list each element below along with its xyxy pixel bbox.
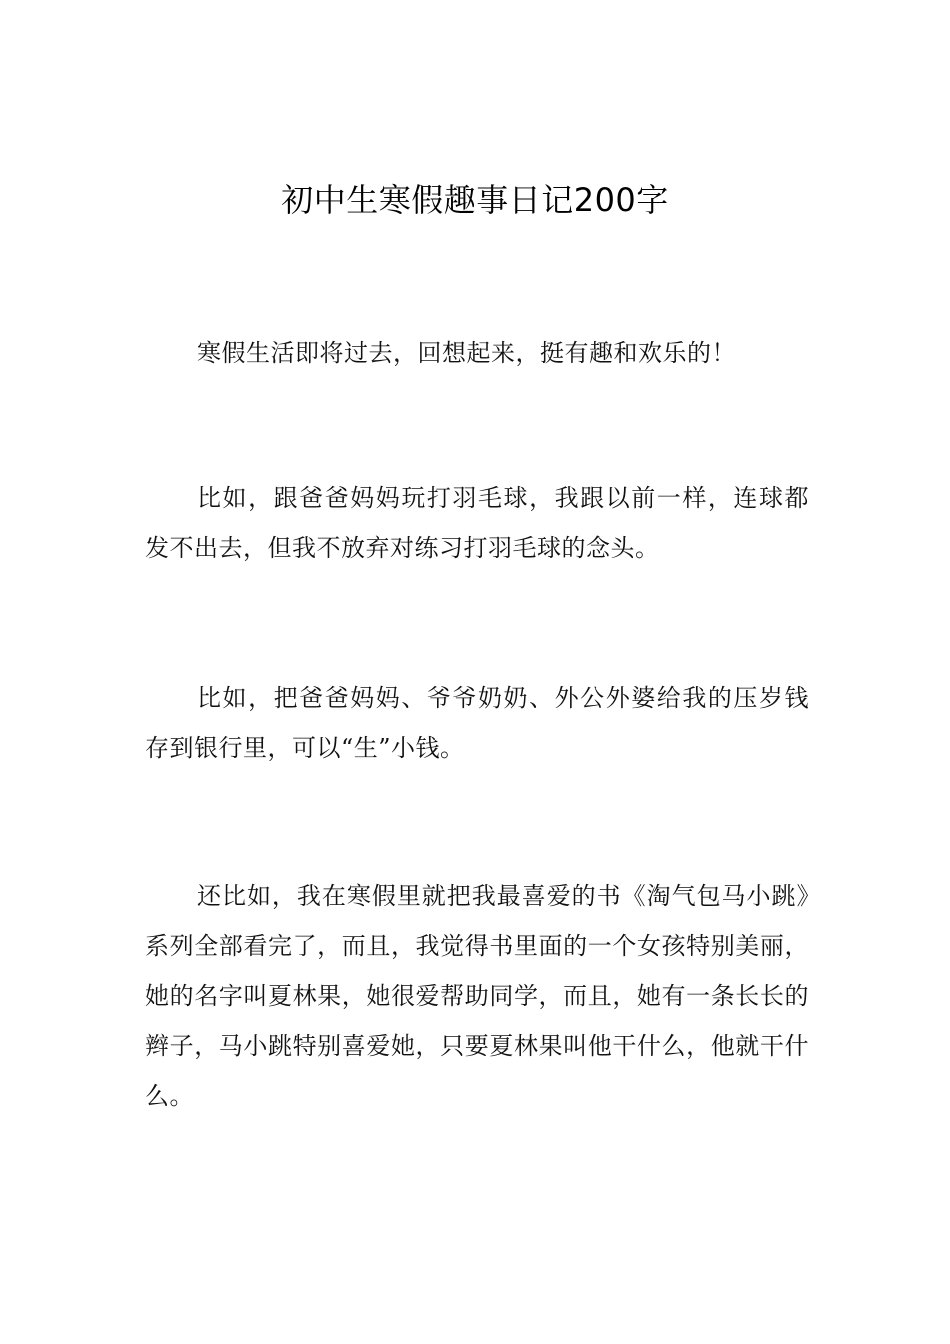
paragraph-2: 比如，跟爸爸妈妈玩打羽毛球，我跟以前一样，连球都发不出去，但我不放弃对练习打羽毛球的念头。 <box>145 484 809 562</box>
paragraph-1: 寒假生活即将过去，回想起来，挺有趣和欢乐的！ <box>197 339 736 367</box>
paragraph-3: 比如，把爸爸妈妈、爷爷奶奶、外公外婆给我的压岁钱存到银行里，可以“生”小钱。 <box>145 684 809 762</box>
document-title: 初中生寒假趣事日记200字 <box>281 181 669 219</box>
paragraph-4: 还比如，我在寒假里就把我最喜爱的书《淘气包马小跳》系列全部看完了，而且，我觉得书里面的一个女孩特别美丽，她的名字叫夏林果，她很爱帮助同学，而且，她有一条长长的辫子，马小跳特别喜爱她，只要夏林果叫他干什么，他就干什么。 <box>145 882 809 1110</box>
